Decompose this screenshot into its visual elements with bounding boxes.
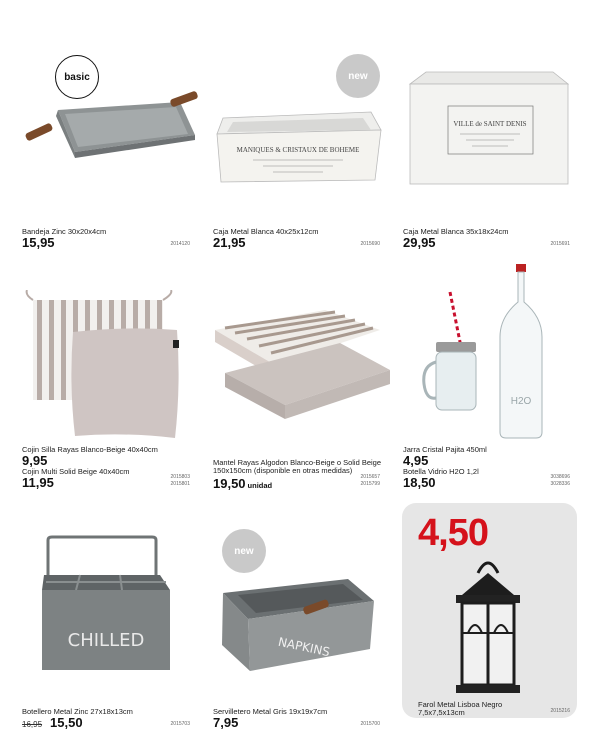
product-price: [22, 716, 83, 732]
price-value: 19,50: [213, 476, 246, 491]
product-name: Bandeja Zinc 30x20x4cm: [22, 227, 107, 236]
product-code: 2015691: [550, 241, 570, 247]
product-code-2: 3028336: [550, 481, 570, 487]
new-badge: new: [222, 529, 266, 573]
lantern-image: [448, 555, 528, 695]
product-name: Mantel Rayas Algodon Blanco-Beige o Solid Beige: [213, 458, 382, 467]
product-code: 2015690: [360, 241, 380, 247]
product-name: Farol Metal Lisboa Negro: [418, 700, 503, 709]
product-name-2: Cojin Multi Solid Beige 40x40cm: [22, 467, 130, 476]
napkin-print-text: NAPKINS: [276, 634, 332, 660]
product-code: 2015803: [170, 474, 190, 480]
tablecloths-image: [205, 305, 395, 435]
product-name: Servilletero Metal Gris 19x19x7cm: [213, 707, 328, 716]
price-value: 15,50: [50, 715, 83, 730]
product-price-2: 11,95: [22, 475, 54, 490]
product-price: [213, 477, 272, 493]
product-code-2: 2015801: [170, 481, 190, 487]
white-chest-image: [408, 68, 570, 186]
glass-bottle: [500, 264, 542, 438]
product-code: 2015216: [550, 708, 570, 714]
product-price: 29,95: [403, 235, 436, 250]
product-code: 2015700: [360, 721, 380, 727]
product-name-line2: 150x150cm (disponible en otras medidas): [213, 466, 353, 475]
product-price: 7,95: [213, 715, 239, 730]
bottle-caddy-image: [40, 535, 175, 675]
box-print-text: MANIQUES & CRISTAUX DE BOHEME: [236, 146, 360, 154]
product-price: 9,95: [22, 453, 48, 468]
glass-jar: [424, 292, 476, 410]
product-name: Caja Metal Blanca 40x25x12cm: [213, 227, 319, 236]
product-name-2: Botella Vidrio H2O 1,2l: [403, 467, 479, 476]
jar-and-bottle-image: [412, 262, 572, 440]
product-name: Botellero Metal Zinc 27x18x13cm: [22, 707, 133, 716]
product-name: Caja Metal Blanca 35x18x24cm: [403, 227, 509, 236]
caddy-print-text: CHILLED: [67, 630, 145, 651]
napkin-holder-image: [218, 575, 378, 675]
product-price: 4,95: [403, 453, 429, 468]
product-price-2: 18,50: [403, 475, 436, 490]
chest-print-text: VILLE de SAINT DENIS: [453, 120, 527, 128]
product-price: 15,95: [22, 235, 55, 250]
old-price: 16,95: [22, 720, 43, 729]
promo-price: 4,50: [418, 512, 488, 554]
product-name-line2: 7,5x7,5x13cm: [418, 708, 465, 717]
zinc-tray-image: [20, 90, 200, 170]
product-price: 21,95: [213, 235, 246, 250]
bottle-print-text: H2O: [510, 396, 532, 407]
price-unit: unidad: [247, 481, 273, 490]
product-code: 2014120: [170, 241, 190, 247]
product-code: 3038696: [550, 474, 570, 480]
product-code: 2015703: [170, 721, 190, 727]
new-badge: new: [336, 54, 380, 98]
product-name: Jarra Cristal Pajita 450ml: [403, 445, 487, 454]
cushions-image: [25, 290, 185, 440]
product-code-2: 2015799: [360, 481, 380, 487]
product-code: 2015657: [360, 474, 380, 480]
white-box-image: [213, 100, 385, 185]
product-name: Cojin Silla Rayas Blanco-Beige 40x40cm: [22, 445, 158, 454]
basic-badge: basic: [55, 55, 99, 99]
